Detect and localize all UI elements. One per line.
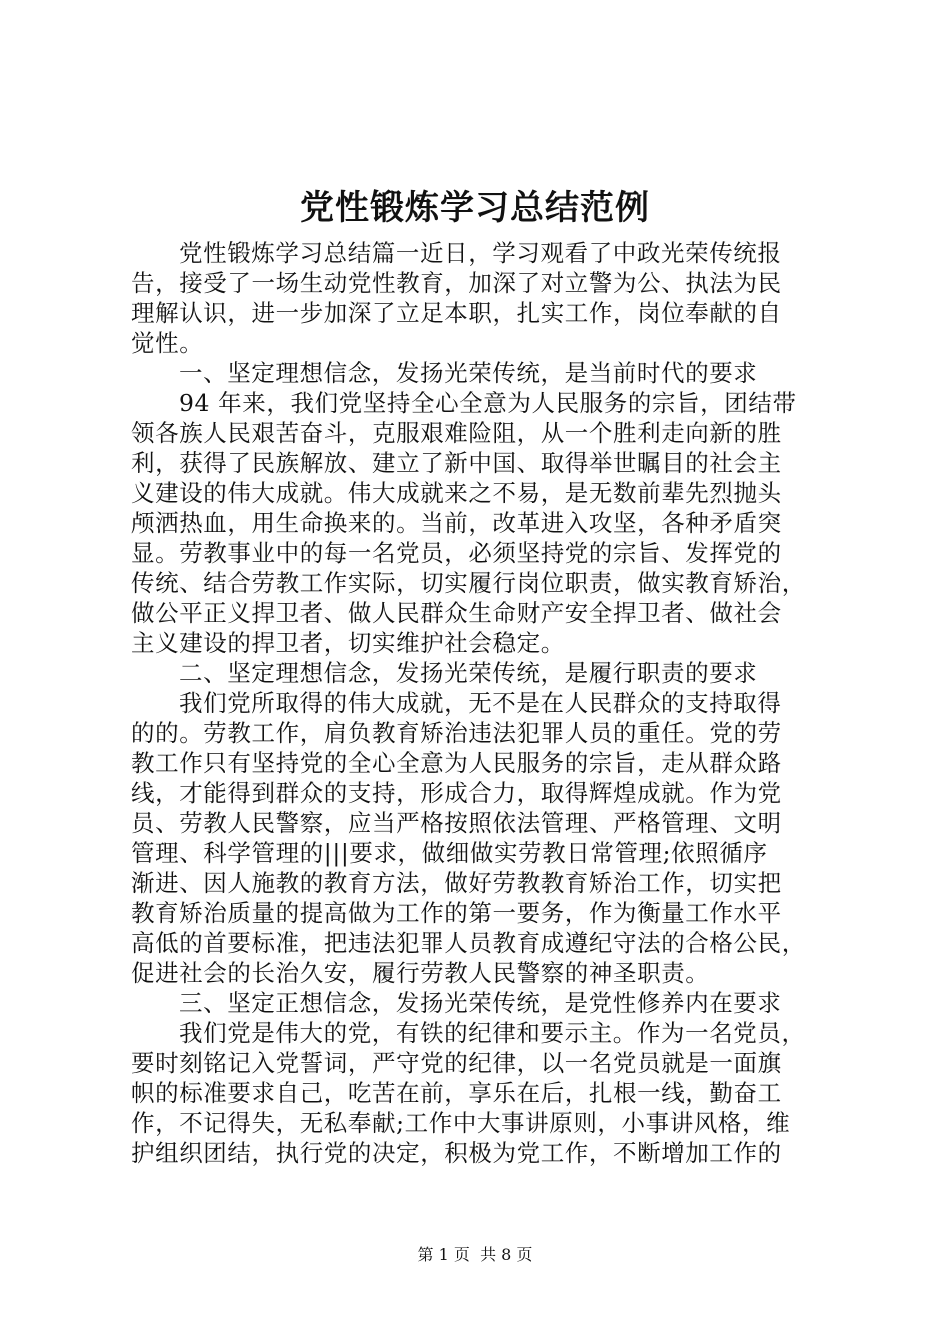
paragraph-line: 94 年来，我们党坚持全心全意为人民服务的宗旨，团结带 [179, 389, 797, 417]
paragraph-line: 显。劳教事业中的每一名党员，必须坚持党的宗旨、发挥党的 [131, 539, 782, 567]
paragraph-line: 二、坚定理想信念，发扬光荣传统，是履行职责的要求 [179, 659, 758, 687]
paragraph-line: 教工作只有坚持党的全心全意为人民服务的宗旨，走从群众路 [131, 749, 782, 777]
paragraph-line: 的的。劳教工作，肩负教育矫治违法犯罪人员的重任。党的劳 [131, 719, 782, 747]
paragraph-line: 党性锻炼学习总结篇一近日，学习观看了中政光荣传统报 [179, 239, 782, 267]
paragraph-line: 教育矫治质量的提高做为工作的第一要务，作为衡量工作水平 [131, 899, 782, 927]
page-footer [0, 1244, 950, 1266]
paragraph-line: 管理、科学管理的|||要求，做细做实劳教日常管理;依照循序 [131, 839, 768, 867]
document-title: 党性锻炼学习总结范例 [300, 188, 650, 228]
document-body [131, 238, 831, 1168]
paragraph-line: 理解认识，进一步加深了立足本职，扎实工作，岗位奉献的自 [131, 299, 782, 327]
paragraph-line: 利，获得了民族解放、建立了新中国、取得举世瞩目的社会主 [131, 449, 782, 477]
paragraph-line: 作，不记得失，无私奉献;工作中大事讲原则，小事讲风格，维 [131, 1109, 791, 1137]
paragraph-line: 高低的首要标准，把违法犯罪人员教育成遵纪守法的合格公民， [131, 929, 806, 957]
paragraph-line: 领各族人民艰苦奋斗，克服艰难险阻，从一个胜利走向新的胜 [131, 419, 782, 447]
paragraph-line: 渐进、因人施教的教育方法，做好劳教教育矫治工作，切实把 [131, 869, 782, 897]
paragraph-line: 告，接受了一场生动党性教育，加深了对立警为公、执法为民 [131, 269, 782, 297]
paragraph-line: 三、坚定正想信念，发扬光荣传统，是党性修养内在要求 [179, 989, 782, 1017]
paragraph-line: 传统、结合劳教工作实际，切实履行岗位职责，做实教育矫治， [131, 569, 806, 597]
paragraph-line: 线，才能得到群众的支持，形成合力，取得辉煌成就。作为党 [131, 779, 782, 807]
paragraph-line: 护组织团结，执行党的决定，积极为党工作，不断增加工作的 [131, 1139, 782, 1167]
paragraph-line: 我们党是伟大的党，有铁的纪律和要示主。作为一名党员， [179, 1019, 806, 1047]
paragraph-line: 一、坚定理想信念，发扬光荣传统，是当前时代的要求 [179, 359, 758, 387]
paragraph-line: 促进社会的长治久安，履行劳教人民警察的神圣职责。 [131, 959, 710, 987]
paragraph-line: 义建设的伟大成就。伟大成就来之不易，是无数前辈先烈抛头 [131, 479, 782, 507]
paragraph-line: 帜的标准要求自己，吃苦在前，享乐在后，扎根一线，勤奋工 [131, 1079, 782, 1107]
paragraph-line: 主义建设的捍卫者，切实维护社会稳定。 [131, 629, 565, 657]
paragraph-line: 颅洒热血，用生命换来的。当前，改革进入攻坚，各种矛盾突 [131, 509, 782, 537]
paragraph-line: 我们党所取得的伟大成就，无不是在人民群众的支持取得 [179, 689, 782, 717]
paragraph-line: 员、劳教人民警察，应当严格按照依法管理、严格管理、文明 [131, 809, 782, 837]
paragraph-line: 觉性。 [131, 329, 204, 357]
paragraph-line: 要时刻铭记入党誓词，严守党的纪律，以一名党员就是一面旗 [131, 1049, 782, 1077]
paragraph-line: 做公平正义捍卫者、做人民群众生命财产安全捍卫者、做社会 [131, 599, 782, 627]
page-number-label: 第 1 页 共 8 页 [417, 1245, 533, 1264]
